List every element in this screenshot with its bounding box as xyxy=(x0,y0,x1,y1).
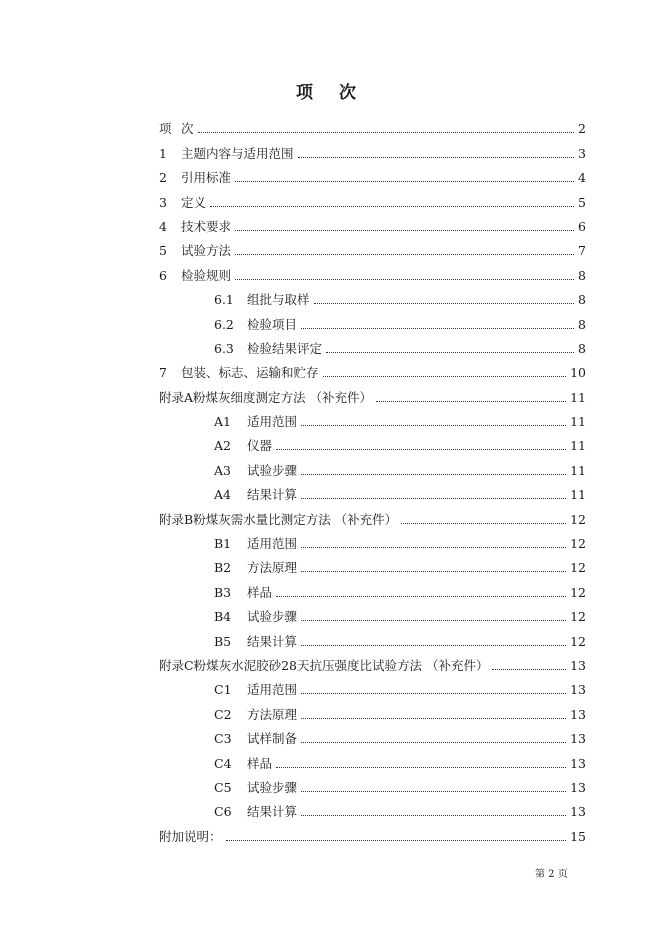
toc-entry-label: 试样制备 xyxy=(247,731,298,747)
toc-entry[interactable] xyxy=(159,502,586,526)
toc-entry-label: 样品 xyxy=(247,584,273,600)
toc-entry-label: 试验步骤 xyxy=(247,462,298,478)
toc-entry-label: 方法原理 xyxy=(247,560,298,576)
toc-entry-page: 2 xyxy=(578,121,586,137)
toc-entry-page: 12 xyxy=(570,584,586,600)
toc-entry-number: 6 xyxy=(159,267,167,283)
toc-entry[interactable] xyxy=(159,380,586,404)
toc-entry-label: 检验结果评定 xyxy=(247,340,323,356)
toc-leader-dots xyxy=(301,425,566,426)
toc-entry[interactable] xyxy=(159,283,586,307)
toc-entry-number: A3 xyxy=(214,462,231,478)
toc-entry-page: 13 xyxy=(570,706,586,722)
toc-entry-label: 包装、标志、运输和贮存 xyxy=(181,365,319,381)
toc-entry-number: B1 xyxy=(214,536,232,552)
toc-entry-label: 技术要求 xyxy=(181,218,232,234)
toc-entry-label: 结果计算 xyxy=(247,487,298,503)
toc-entry-label: 方法原理 xyxy=(247,706,298,722)
toc-entry-number: 4 xyxy=(159,218,167,234)
toc-entry[interactable] xyxy=(159,307,586,331)
toc-entry-page: 6 xyxy=(578,218,586,234)
toc-entry-label: 结果计算 xyxy=(247,804,298,820)
toc-entry-number: 5 xyxy=(159,243,167,259)
toc-entry-page: 12 xyxy=(570,633,586,649)
toc-entry-label: 仪器 xyxy=(247,438,273,454)
toc-leader-dots xyxy=(301,718,566,719)
toc-leader-dots xyxy=(276,449,566,450)
toc-entry[interactable] xyxy=(159,478,586,502)
toc-entry-page: 13 xyxy=(570,682,586,698)
toc-leader-dots xyxy=(301,328,574,329)
toc-entry-number: A4 xyxy=(214,487,231,503)
toc-leader-dots xyxy=(314,303,575,304)
toc-leader-dots xyxy=(276,596,566,597)
toc-leader-dots xyxy=(298,157,575,158)
toc-entry[interactable] xyxy=(159,112,586,136)
toc-leader-dots xyxy=(235,181,574,182)
toc-leader-dots xyxy=(235,230,574,231)
toc-entry[interactable] xyxy=(159,332,586,356)
toc-entry-label: 结果计算 xyxy=(247,633,298,649)
toc-entry-page: 11 xyxy=(570,414,586,430)
toc-entry[interactable] xyxy=(159,429,586,453)
toc-leader-dots xyxy=(210,206,574,207)
toc-entry-label: 定义 xyxy=(181,194,207,210)
page-number: 第 2 页 xyxy=(535,869,568,880)
toc-entry-number: 6.1 xyxy=(214,292,234,308)
toc-leader-dots xyxy=(235,254,574,255)
toc-entry-page: 11 xyxy=(570,438,586,454)
toc-leader-dots xyxy=(301,815,566,816)
toc-entry-page: 4 xyxy=(578,170,586,186)
toc-entry-number: 附录A xyxy=(159,389,194,405)
toc-entry[interactable] xyxy=(159,453,586,477)
toc-entry-number: C2 xyxy=(214,706,232,722)
toc-entry-number: C4 xyxy=(214,755,232,771)
toc-entry-label: 试验步骤 xyxy=(247,609,298,625)
toc-entry-page: 8 xyxy=(578,316,586,332)
toc-entry[interactable] xyxy=(159,624,586,648)
toc-leader-dots xyxy=(301,620,566,621)
toc-entry[interactable] xyxy=(159,234,586,258)
toc-entry-page: 10 xyxy=(570,365,586,381)
toc-entry-page: 7 xyxy=(578,243,586,259)
toc-entry-label: 引用标准 xyxy=(181,170,232,186)
toc-entry-page: 3 xyxy=(578,145,586,161)
toc-entry-page: 12 xyxy=(570,511,586,527)
toc-leader-dots xyxy=(301,693,566,694)
toc-entry[interactable] xyxy=(159,258,586,282)
table-of-contents xyxy=(159,112,586,844)
toc-entry-page: 13 xyxy=(570,804,586,820)
toc-entry-label: 适用范围 xyxy=(247,682,298,698)
toc-entry-page: 11 xyxy=(570,487,586,503)
toc-entry-page: 12 xyxy=(570,560,586,576)
toc-entry-label: 主题内容与适用范围 xyxy=(181,145,294,161)
toc-leader-dots xyxy=(235,279,574,280)
toc-leader-dots xyxy=(401,523,566,524)
toc-entry-number: C1 xyxy=(214,682,232,698)
toc-leader-dots xyxy=(301,571,566,572)
toc-entry[interactable] xyxy=(159,185,586,209)
toc-entry[interactable] xyxy=(159,575,586,599)
toc-leader-dots xyxy=(301,547,566,548)
toc-entry-number: 附加说明： xyxy=(159,828,222,844)
toc-entry[interactable] xyxy=(159,600,586,624)
toc-entry-page: 8 xyxy=(578,340,586,356)
toc-entry-number: A1 xyxy=(214,414,231,430)
page-title: 项 次 xyxy=(296,83,366,103)
toc-entry[interactable] xyxy=(159,819,586,843)
toc-entry[interactable] xyxy=(159,356,586,380)
toc-entry-label: 试验方法 xyxy=(181,243,232,259)
toc-leader-dots xyxy=(376,401,566,402)
toc-leader-dots xyxy=(301,645,566,646)
toc-entry-page: 11 xyxy=(570,389,586,405)
toc-entry-label: 粉煤灰水泥胶砂28天抗压强度比试验方法 （补充件） xyxy=(193,657,489,673)
toc-entry-page: 13 xyxy=(570,779,586,795)
toc-entry-page: 13 xyxy=(570,755,586,771)
toc-entry[interactable] xyxy=(159,405,586,429)
toc-entry-number: B5 xyxy=(214,633,232,649)
toc-entry-number: 2 xyxy=(159,170,167,186)
toc-leader-dots xyxy=(323,376,567,377)
toc-entry[interactable] xyxy=(159,795,586,819)
toc-entry-number: 6.2 xyxy=(214,316,234,332)
toc-leader-dots xyxy=(326,352,574,353)
toc-entry[interactable] xyxy=(159,649,586,673)
toc-entry[interactable] xyxy=(159,746,586,770)
toc-entry-number: 6.3 xyxy=(214,340,234,356)
toc-entry-number: C3 xyxy=(214,731,232,747)
toc-entry-number: A2 xyxy=(214,438,231,454)
toc-entry[interactable] xyxy=(159,771,586,795)
toc-entry-label: 试验步骤 xyxy=(247,779,298,795)
toc-entry-number: B4 xyxy=(214,609,232,625)
toc-entry-label: 粉煤灰细度测定方法 （补充件） xyxy=(193,389,373,405)
toc-entry-number: 附录B xyxy=(159,511,194,527)
toc-entry-number: 7 xyxy=(159,365,167,381)
toc-entry-page: 11 xyxy=(570,462,586,478)
toc-entry[interactable] xyxy=(159,673,586,697)
toc-entry-number: 1 xyxy=(159,145,167,161)
toc-entry-page: 15 xyxy=(570,828,586,844)
toc-leader-dots xyxy=(301,498,566,499)
toc-leader-dots xyxy=(301,742,566,743)
toc-entry-label: 检验规则 xyxy=(181,267,232,283)
toc-leader-dots xyxy=(276,767,566,768)
toc-entry-label: 粉煤灰需水量比测定方法 （补充件） xyxy=(193,511,398,527)
toc-entry[interactable] xyxy=(159,551,586,575)
toc-entry-number: 附录C xyxy=(159,657,194,673)
toc-entry-number: B3 xyxy=(214,584,232,600)
toc-entry-page: 13 xyxy=(570,731,586,747)
toc-entry-label: 组批与取样 xyxy=(247,292,310,308)
toc-entry-label: 次 xyxy=(181,121,194,137)
toc-leader-dots xyxy=(226,840,567,841)
toc-leader-dots xyxy=(492,669,566,670)
toc-entry[interactable] xyxy=(159,697,586,721)
toc-entry-number: B2 xyxy=(214,560,232,576)
toc-entry-page: 12 xyxy=(570,536,586,552)
toc-entry-page: 13 xyxy=(570,657,586,673)
toc-entry-page: 5 xyxy=(578,194,586,210)
toc-entry[interactable] xyxy=(159,722,586,746)
toc-entry-label: 检验项目 xyxy=(247,316,298,332)
toc-entry-number: 项 xyxy=(159,121,172,137)
toc-leader-dots xyxy=(198,132,575,133)
toc-leader-dots xyxy=(301,791,566,792)
toc-entry-page: 8 xyxy=(578,267,586,283)
toc-entry-number: C6 xyxy=(214,804,232,820)
toc-entry-page: 8 xyxy=(578,292,586,308)
toc-entry[interactable] xyxy=(159,161,586,185)
toc-entry-label: 样品 xyxy=(247,755,273,771)
toc-entry[interactable] xyxy=(159,136,586,160)
toc-entry-label: 适用范围 xyxy=(247,536,298,552)
toc-leader-dots xyxy=(301,474,566,475)
toc-entry[interactable] xyxy=(159,210,586,234)
toc-entry-label: 适用范围 xyxy=(247,414,298,430)
toc-entry-number: 3 xyxy=(159,194,167,210)
toc-entry-number: C5 xyxy=(214,779,232,795)
toc-entry-page: 12 xyxy=(570,609,586,625)
toc-entry[interactable] xyxy=(159,527,586,551)
